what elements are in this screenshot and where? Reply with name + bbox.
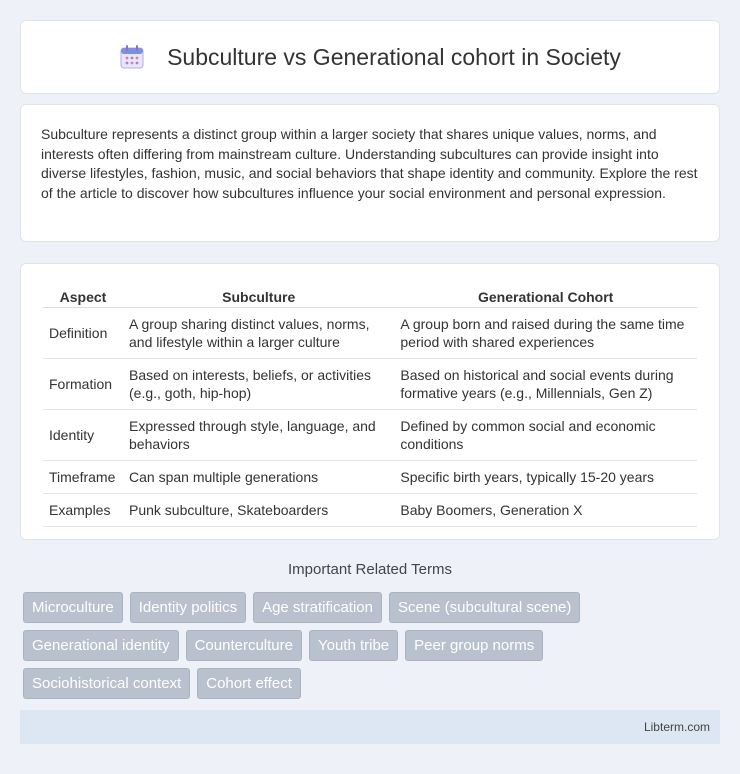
related-term-tag[interactable]: Scene (subcultural scene) <box>389 592 580 623</box>
comparison-card <box>20 263 720 540</box>
title-card <box>20 20 720 94</box>
related-terms-title: Important Related Terms <box>288 561 452 578</box>
row-cohort: Baby Boomers, Generation X <box>394 494 697 527</box>
header-subculture: Subculture <box>123 284 394 308</box>
calendar-icon <box>119 44 145 70</box>
related-term-tag[interactable]: Sociohistorical context <box>23 668 190 699</box>
related-term-tag[interactable]: Identity politics <box>130 592 246 623</box>
related-term-tag[interactable]: Generational identity <box>23 630 179 661</box>
row-aspect: Identity <box>43 410 123 461</box>
related-term-tag[interactable]: Age stratification <box>253 592 382 623</box>
related-term-tag[interactable]: Peer group norms <box>405 630 543 661</box>
row-subculture: Expressed through style, language, and behaviors <box>123 410 394 461</box>
row-aspect: Examples <box>43 494 123 527</box>
row-cohort: Specific birth years, typically 15-20 years <box>394 461 697 494</box>
row-aspect: Definition <box>43 308 123 359</box>
related-term-tag[interactable]: Microculture <box>23 592 123 623</box>
table-row <box>43 308 697 359</box>
row-cohort: A group born and raised during the same time period with shared experiences <box>394 308 697 359</box>
row-subculture: A group sharing distinct values, norms, and lifestyle within a larger culture <box>123 308 394 359</box>
comparison-table <box>43 284 697 527</box>
related-term-tag[interactable]: Cohort effect <box>197 668 301 699</box>
row-cohort: Based on historical and social events during formative years (e.g., Millennials, Gen Z) <box>394 359 697 410</box>
header-aspect: Aspect <box>43 284 123 308</box>
row-cohort: Defined by common social and economic conditions <box>394 410 697 461</box>
footer-site-link[interactable]: Libterm.com <box>643 720 710 734</box>
footer <box>20 710 720 744</box>
table-row <box>43 461 697 494</box>
row-subculture: Can span multiple generations <box>123 461 394 494</box>
intro-card <box>20 104 720 242</box>
table-header-row <box>43 284 697 308</box>
page-title: Subculture vs Generational cohort in Society <box>167 43 621 70</box>
row-aspect: Formation <box>43 359 123 410</box>
related-term-tag[interactable]: Counterculture <box>186 630 302 661</box>
row-aspect: Timeframe <box>43 461 123 494</box>
table-row <box>43 494 697 527</box>
table-row <box>43 359 697 410</box>
table-row <box>43 410 697 461</box>
related-term-tag[interactable]: Youth tribe <box>309 630 398 661</box>
intro-text: Subculture represents a distinct group within a larger society that shares unique values, norms, and interests often differing from mainstream culture. Understanding subcultures can provide insight into diverse lifestyles, fashion, music, and social behaviors that shape identity and community. Explore the rest of the article to discover how subcultures influence your social environment and personal expression. <box>41 126 698 201</box>
related-terms-list <box>23 592 623 699</box>
row-subculture: Punk subculture, Skateboarders <box>123 494 394 527</box>
row-subculture: Based on interests, beliefs, or activities (e.g., goth, hip-hop) <box>123 359 394 410</box>
header-generational-cohort: Generational Cohort <box>394 284 697 308</box>
